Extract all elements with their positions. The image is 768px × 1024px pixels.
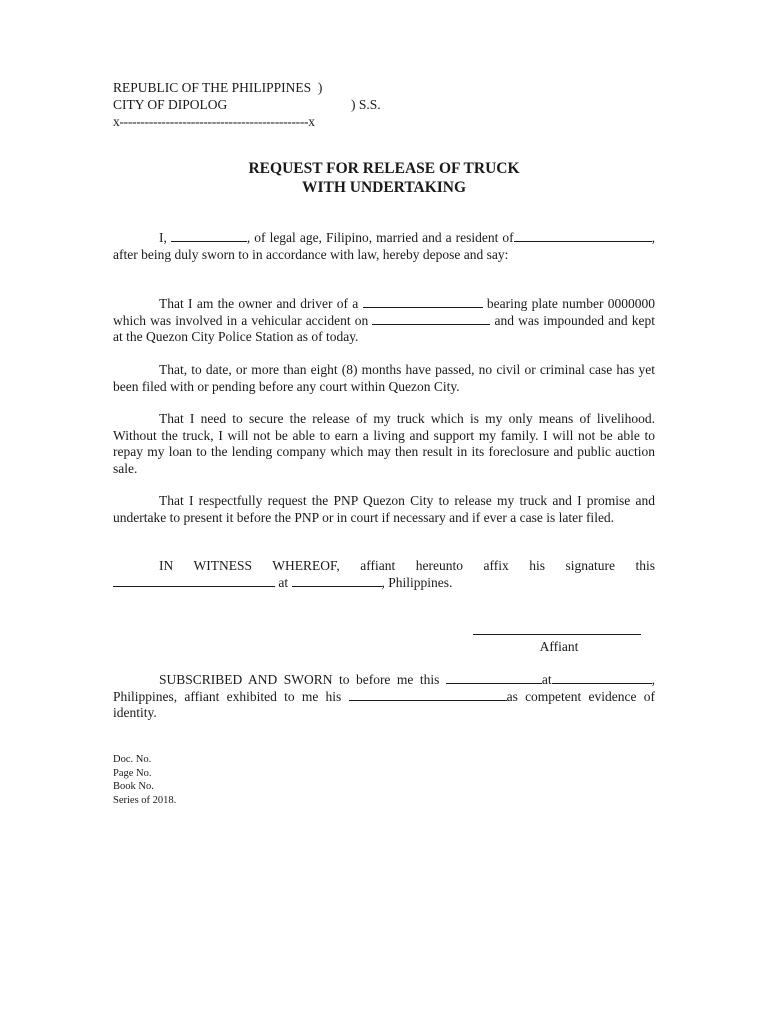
venue-republic: REPUBLIC OF THE PHILIPPINES ) bbox=[113, 80, 323, 95]
paragraph-request bbox=[113, 493, 655, 526]
p5-text: That I respectfully request the PNP Quezon City to release my truck and I promise and undertake to present it before the PNP or in court if necessary and if ever a case is later filed. bbox=[113, 493, 655, 525]
paragraph-witness bbox=[113, 558, 655, 591]
venue-ss: ) S.S. bbox=[351, 97, 381, 112]
p4-text: That I need to secure the release of my truck which is my only means of livelihood. Without the truck, I will not be able to earn a living and support my family. I will not be able to repay my loan to the lending company which may then result in its foreclosure and public auction sale. bbox=[113, 411, 655, 476]
document-title bbox=[0, 159, 768, 197]
p1-text-b: , of legal age, Filipino, married and a resident of bbox=[246, 230, 514, 245]
jurat-place-blank[interactable] bbox=[552, 672, 652, 684]
p2-text-a: That I am the owner and driver of a bbox=[159, 296, 359, 311]
venue-city: CITY OF DIPOLOG bbox=[113, 97, 228, 112]
accident-date-blank[interactable] bbox=[372, 313, 490, 325]
affiant-label: Affiant bbox=[539, 639, 579, 654]
venue-header bbox=[113, 79, 381, 130]
id-evidence-blank[interactable] bbox=[349, 689, 507, 701]
paragraph-identity bbox=[113, 230, 655, 263]
name-blank[interactable] bbox=[171, 230, 247, 242]
residence-blank[interactable] bbox=[514, 230, 652, 242]
jurat-date-blank[interactable] bbox=[446, 672, 542, 684]
p2-text-b: bearing plate number 0000000 which was involved in a vehicular accident on bbox=[113, 296, 655, 328]
vehicle-blank[interactable] bbox=[363, 296, 483, 308]
series-year: Series of 2018. bbox=[113, 794, 177, 806]
paragraph-ownership bbox=[113, 296, 655, 346]
title-line-2: WITH UNDERTAKING bbox=[301, 179, 467, 196]
p1-text-a: I, bbox=[159, 230, 167, 245]
p6-text-b: at bbox=[278, 574, 289, 590]
venue-separator: x---------------------------------------------x bbox=[113, 114, 315, 129]
notarial-register bbox=[113, 753, 176, 807]
signature-line[interactable] bbox=[473, 634, 641, 635]
paragraph-livelihood bbox=[113, 411, 655, 477]
witness-place-blank[interactable] bbox=[292, 575, 382, 587]
doc-no: Doc. No. bbox=[113, 754, 152, 765]
jurat-text-b: at bbox=[541, 672, 552, 687]
p2-text-c: and was impounded and kept at the Quezon City Police Station as of today. bbox=[113, 312, 656, 344]
title-line-1: REQUEST FOR RELEASE OF TRUCK bbox=[248, 160, 520, 177]
page-no: Page No. bbox=[113, 767, 152, 779]
p3-text: That, to date, or more than eight (8) months have passed, no civil or criminal case has yet been filed with or pending before any court within Quezon City. bbox=[113, 362, 655, 394]
p1-text-c: , after being duly sworn to in accordance with law, hereby depose and say: bbox=[113, 230, 656, 262]
jurat-text-c: , Philippines, affiant exhibited to me his bbox=[113, 672, 655, 704]
affiant-signature-block bbox=[473, 634, 641, 655]
paragraph-no-case bbox=[113, 362, 655, 395]
jurat bbox=[113, 672, 655, 722]
book-no: Book No. bbox=[113, 781, 154, 792]
jurat-text-a: SUBSCRIBED AND SWORN to before me this bbox=[159, 672, 440, 687]
jurat-text-d: as competent evidence of identity. bbox=[113, 688, 655, 720]
p6-text-a: IN WITNESS WHEREOF, affiant hereunto affix his signature this bbox=[159, 558, 655, 573]
witness-date-blank[interactable] bbox=[113, 575, 275, 587]
p6-text-c: , Philippines. bbox=[381, 574, 453, 590]
